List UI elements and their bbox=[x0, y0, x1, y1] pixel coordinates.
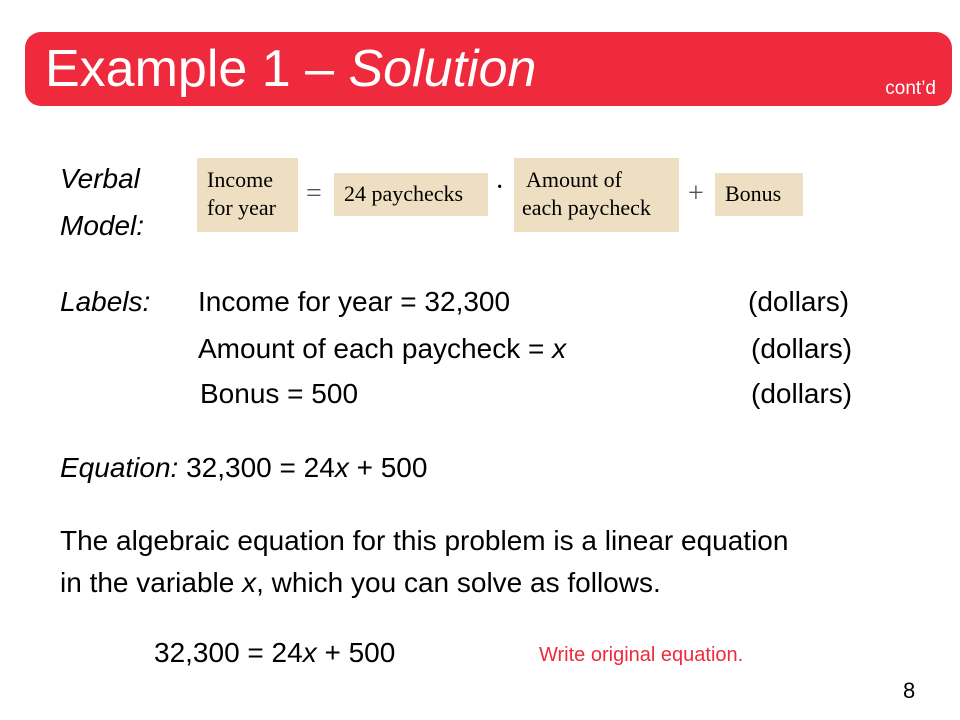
label-bonus-unit: (dollars) bbox=[751, 378, 853, 409]
paychecks-box-text: 24 paychecks bbox=[344, 181, 464, 206]
plus-sign: + bbox=[688, 178, 704, 209]
step-note: Write original equation. bbox=[539, 644, 744, 666]
multiply-dot: · bbox=[495, 172, 505, 203]
continued-label: cont’d bbox=[885, 78, 936, 99]
paragraph-line2-var: x bbox=[242, 567, 257, 598]
label-amount bbox=[198, 332, 566, 366]
paychecks-box bbox=[334, 173, 488, 216]
page-number: 8 bbox=[903, 678, 916, 703]
amount-box-line2: each paycheck bbox=[522, 195, 651, 220]
paragraph-line2-post: , which you can solve as follows. bbox=[256, 567, 661, 598]
equation-heading: Equation: bbox=[60, 452, 179, 483]
bonus-box bbox=[715, 173, 803, 216]
equation-left: 32,300 = 24 bbox=[178, 452, 335, 483]
title-italic: Solution bbox=[348, 40, 537, 98]
label-income-unit: (dollars) bbox=[748, 286, 850, 317]
labels-heading: Labels: bbox=[60, 286, 151, 317]
step-left: 32,300 = 24 bbox=[154, 637, 303, 668]
step-right: + 500 bbox=[316, 637, 396, 668]
income-box-line2: for year bbox=[207, 195, 277, 220]
verbal-label-line2: Model: bbox=[60, 210, 145, 241]
amount-box-line1: Amount of bbox=[526, 167, 622, 192]
label-amount-text: Amount of each paycheck = bbox=[198, 333, 553, 364]
equation-var: x bbox=[334, 452, 349, 483]
bonus-box-text: Bonus bbox=[725, 181, 782, 206]
label-bonus: Bonus = 500 bbox=[200, 378, 359, 409]
paragraph-line2 bbox=[60, 566, 661, 600]
slide-title bbox=[45, 36, 536, 102]
paragraph-line1: The algebraic equation for this problem is a linear equation bbox=[60, 525, 789, 556]
equation-line bbox=[60, 451, 427, 485]
step-var: x bbox=[302, 637, 317, 668]
title-main: Example 1 – bbox=[45, 40, 349, 98]
paragraph-line2-pre: in the variable bbox=[60, 567, 243, 598]
income-box bbox=[197, 158, 298, 232]
label-amount-unit: (dollars) bbox=[751, 333, 853, 364]
label-income: Income for year = 32,300 bbox=[198, 286, 511, 317]
equation-right: + 500 bbox=[348, 452, 428, 483]
equals-sign: = bbox=[306, 178, 322, 209]
verbal-label-line1: Verbal bbox=[60, 163, 140, 194]
amount-box bbox=[514, 158, 679, 232]
title-bar bbox=[25, 32, 952, 106]
step-equation bbox=[154, 636, 395, 670]
label-amount-var: x bbox=[552, 333, 567, 364]
income-box-line1: Income bbox=[207, 167, 273, 192]
